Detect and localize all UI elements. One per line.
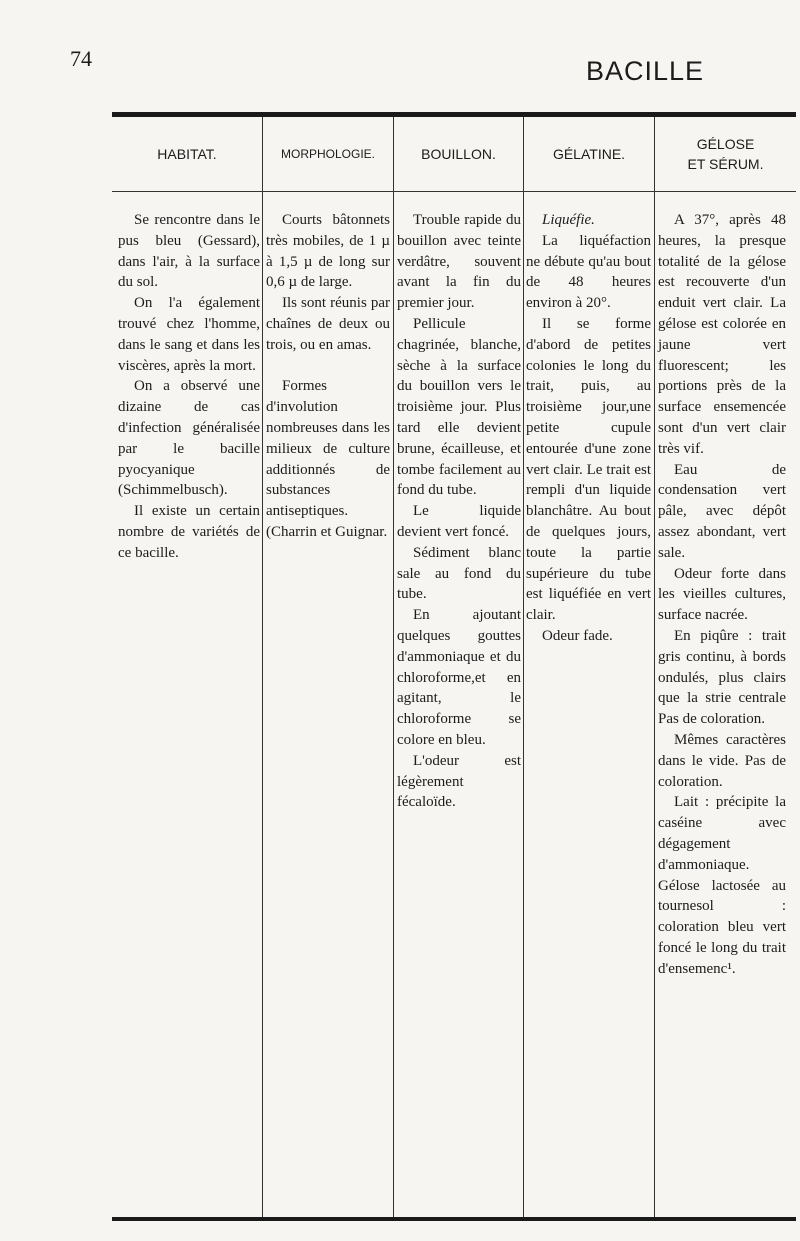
habitat-paragraph: On l'a également trouvé chez l'homme, dans le sang et dans les viscères, après la mort.: [118, 295, 260, 374]
habitat-paragraph: Il existe un certain nombre de variétés de ce bacille.: [118, 503, 260, 561]
bouillon-column: [397, 210, 521, 813]
column-rule: [523, 117, 524, 1217]
bouillon-paragraph: En ajoutant quelques gouttes d'ammoniaque et du chloroforme,et en agitant, le chloroforme se colore en bleu.: [397, 607, 521, 748]
bouillon-paragraph: L'odeur est légèrement fécaloïde.: [397, 752, 521, 811]
habitat-column: [118, 210, 260, 564]
header-gelose-line1: GÉLOSE: [696, 136, 755, 152]
table-bottom-rule: [112, 1217, 796, 1221]
morphologie-paragraph: Courts bâtonnets très mobiles, de 1 µ à 1,5 µ de long sur 0,6 µ de large.: [266, 212, 390, 291]
gelose-paragraph: Lait : précipite la caséine avec dégagement d'ammoniaque. Gélose lactosée au tournesol : coloration bleu vert foncé le long du trait d'ensemenc¹.: [658, 794, 786, 977]
gelose-column: [658, 210, 786, 979]
habitat-paragraph: On a observé une dizaine de cas d'infection généralisée par le bacille pyocyanique (Schimmelbusch).: [118, 378, 260, 499]
gelose-paragraph: Odeur forte dans les vieilles cultures, surface nacrée.: [658, 565, 786, 624]
gelatine-paragraph: Odeur fade.: [542, 627, 613, 644]
header-bouillon: BOUILLON.: [421, 146, 496, 162]
bouillon-paragraph: Sédiment blanc sale au fond du tube.: [397, 544, 521, 603]
header-gelose-line2: ET SÉRUM.: [687, 156, 764, 172]
running-title: BACILLE: [586, 56, 705, 86]
gelatine-heading: Liquéfie.: [542, 212, 595, 228]
header-divider: [112, 191, 796, 192]
gelatine-paragraph: Il se forme d'abord de petites colonies le long du trait, puis, au troisième jour,une petite cupule entourée d'une zone vert clair. Le trait est rempli d'un liquide blanchâtre. Au bout de quelques jours, toute la partie supérieure du tube est liquéfiée en vert clair.: [526, 315, 651, 624]
bouillon-paragraph: Pellicule chagrinée, blanche, sèche à la surface du bouillon vers le troisième jour. Plus tard elle devient brune, écailleuse, et tombe facilement au fond du tube.: [397, 315, 521, 499]
bouillon-paragraph: Trouble rapide du bouillon avec teinte verdâtre, souvent avant la fin du premier jour.: [397, 212, 521, 312]
habitat-paragraph: Se rencontre dans le pus bleu (Gessard), dans l'air, à la surface du sol.: [118, 212, 260, 291]
header-morphologie: MORPHOLOGIE.: [280, 147, 375, 161]
gelose-paragraph: Eau de condensation vert pâle, avec dépôt assez abondant, vert sale.: [658, 461, 786, 561]
gelatine-column: [526, 210, 651, 647]
gelose-paragraph: A 37°, après 48 heures, la presque totalité de la gélose est recouverte d'un enduit vert clair. La gélose est colorée en jaune vert fluorescent; les portions près de la surface ensemencée sont d'un vert clair très vif.: [658, 212, 786, 457]
header-habitat: HABITAT.: [157, 146, 217, 162]
column-rule: [654, 117, 655, 1217]
column-rule: [393, 117, 394, 1217]
gelose-paragraph: Mêmes caractères dans le vide. Pas de coloration.: [658, 731, 786, 790]
morphologie-column: [266, 210, 390, 543]
morphologie-paragraph: Ils sont réunis par chaînes de deux ou trois, ou en amas.: [266, 295, 390, 353]
header-gelatine: GÉLATINE.: [552, 146, 626, 162]
bouillon-paragraph: Le liquide devient vert foncé.: [397, 503, 521, 540]
column-rule: [262, 117, 263, 1217]
gelatine-paragraph: La liquéfaction ne débute qu'au bout de 48 heures environ à 20°.: [526, 232, 651, 312]
page-number: 74: [70, 46, 92, 71]
morphologie-paragraph: Formes d'involution nombreuses dans les milieux de culture additionnés de substances antiseptiques. (Charrin et Guignar.: [266, 378, 390, 540]
gelose-paragraph: En piqûre : trait gris continu, à bords ondulés, plus clairs que la strie centrale Pas de coloration.: [658, 627, 786, 728]
header-gelose: [655, 117, 796, 191]
